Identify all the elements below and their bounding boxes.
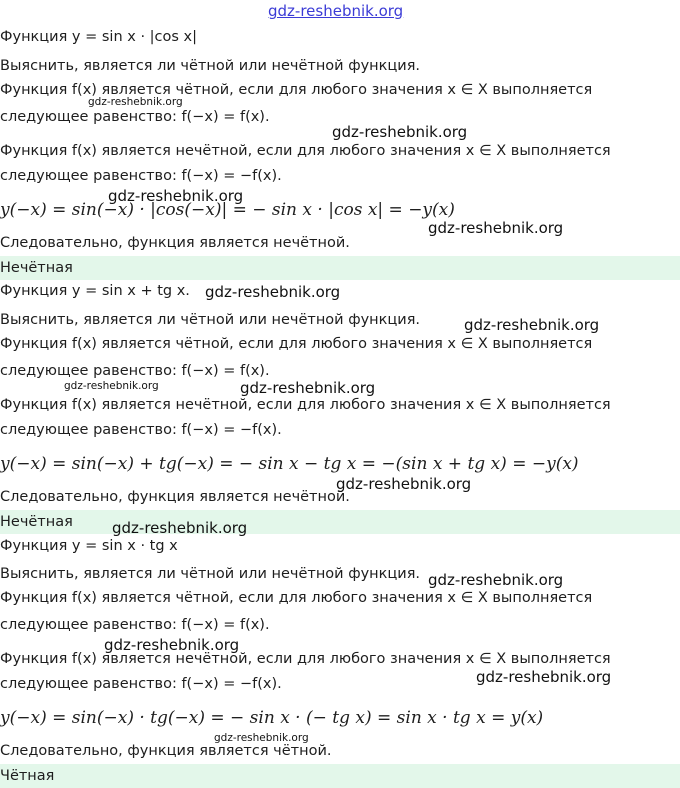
watermark: gdz-reshebnik.org bbox=[88, 96, 183, 108]
watermark: gdz-reshebnik.org bbox=[332, 123, 468, 141]
even-definition: Функция f(x) является чётной, если для любого значения x ∈ X выполняется bbox=[0, 336, 593, 352]
watermark: gdz-reshebnik.org bbox=[476, 668, 612, 686]
even-equality: следующее равенство: f(−x) = f(x). bbox=[0, 363, 270, 379]
answer-text: Нечётная bbox=[0, 514, 73, 530]
even-definition: Функция f(x) является чётной, если для любого значения x ∈ X выполняется bbox=[0, 82, 593, 98]
watermark: gdz-reshebnik.org bbox=[214, 732, 309, 744]
watermark: gdz-reshebnik.org bbox=[112, 519, 248, 537]
formula: y(−x) = sin(−x) · |cos(−x)| = − sin x · |cos x| = −y(x) bbox=[0, 200, 455, 220]
even-definition: Функция f(x) является чётной, если для любого значения x ∈ X выполняется bbox=[0, 590, 593, 606]
watermark: gdz-reshebnik.org bbox=[428, 571, 564, 589]
watermark-top[interactable]: gdz-reshebnik.org bbox=[268, 2, 404, 20]
task-text: Выяснить, является ли чётной или нечётной функция. bbox=[0, 312, 421, 328]
watermark: gdz-reshebnik.org bbox=[240, 379, 376, 397]
conclusion: Следовательно, функция является нечётной. bbox=[0, 489, 350, 505]
function-line: Функция y = sin x · |cos x| bbox=[0, 29, 198, 45]
watermark: gdz-reshebnik.org bbox=[464, 316, 600, 334]
even-equality: следующее равенство: f(−x) = f(x). bbox=[0, 109, 270, 125]
answer-text: Нечётная bbox=[0, 260, 73, 276]
answer-box bbox=[0, 510, 680, 534]
odd-equality: следующее равенство: f(−x) = −f(x). bbox=[0, 422, 282, 438]
even-equality: следующее равенство: f(−x) = f(x). bbox=[0, 617, 270, 633]
odd-equality: следующее равенство: f(−x) = −f(x). bbox=[0, 168, 282, 184]
watermark: gdz-reshebnik.org bbox=[108, 187, 244, 205]
answer-text: Чётная bbox=[0, 768, 55, 784]
answer-box bbox=[0, 764, 680, 788]
formula: y(−x) = sin(−x) · tg(−x) = − sin x · (− tg x) = sin x · tg x = y(x) bbox=[0, 708, 544, 728]
odd-definition: Функция f(x) является нечётной, если для любого значения x ∈ X выполняется bbox=[0, 651, 611, 667]
watermark: gdz-reshebnik.org bbox=[104, 636, 240, 654]
function-line: Функция y = sin x · tg x bbox=[0, 538, 178, 554]
watermark: gdz-reshebnik.org bbox=[64, 380, 159, 392]
watermark: gdz-reshebnik.org bbox=[336, 475, 472, 493]
watermark: gdz-reshebnik.org bbox=[428, 219, 564, 237]
answer-box bbox=[0, 256, 680, 280]
watermark: gdz-reshebnik.org bbox=[205, 283, 341, 301]
formula: y(−x) = sin(−x) + tg(−x) = − sin x − tg x = −(sin x + tg x) = −y(x) bbox=[0, 454, 579, 474]
odd-definition: Функция f(x) является нечётной, если для любого значения x ∈ X выполняется bbox=[0, 397, 611, 413]
conclusion: Следовательно, функция является нечётной. bbox=[0, 235, 350, 251]
task-text: Выяснить, является ли чётной или нечётной функция. bbox=[0, 58, 421, 74]
odd-equality: следующее равенство: f(−x) = −f(x). bbox=[0, 676, 282, 692]
conclusion: Следовательно, функция является чётной. bbox=[0, 743, 332, 759]
function-line: Функция y = sin x + tg x. bbox=[0, 283, 190, 299]
odd-definition: Функция f(x) является нечётной, если для любого значения x ∈ X выполняется bbox=[0, 143, 611, 159]
task-text: Выяснить, является ли чётной или нечётной функция. bbox=[0, 566, 421, 582]
